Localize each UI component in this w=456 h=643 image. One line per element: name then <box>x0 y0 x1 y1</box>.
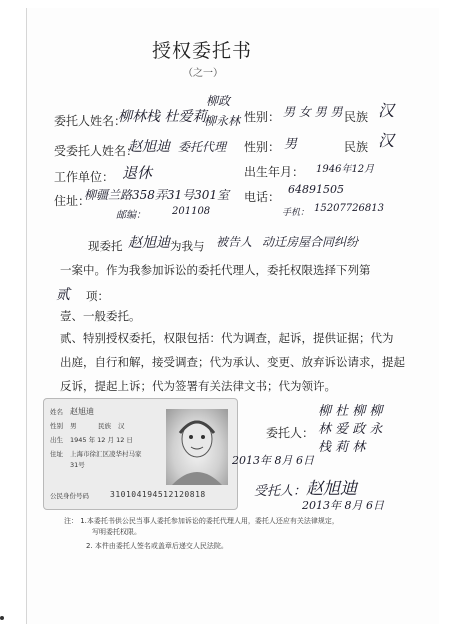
work-label: 工作单位： <box>54 170 115 184</box>
agent-name-handwritten: 赵旭迪 <box>128 139 170 155</box>
birth-label: 出生年月： <box>244 165 305 179</box>
choice-handwritten: 贰 <box>56 287 70 303</box>
address-handwritten: 柳疆兰路358弄31号301室 <box>84 188 230 202</box>
mobile-label-handwritten: 手机： <box>282 208 310 218</box>
phone-label: 电话： <box>244 190 281 204</box>
id-address: 上海市徐汇区凌华村马家 <box>70 450 142 458</box>
principal-names-2-handwritten: 柳永林 <box>204 114 241 128</box>
work-handwritten: 退休 <box>122 164 153 182</box>
agent-gender-handwritten: 男 <box>284 137 298 152</box>
agent-gender-label: 性别： <box>244 140 281 154</box>
principal-names-top-handwritten: 柳政 <box>206 94 231 108</box>
principal-signatures-1: 柳 杜 柳 柳 <box>318 404 383 419</box>
principal-signatures-3: 栈 莉 林 <box>318 440 366 455</box>
principal-ethnicity-handwritten: 汉 <box>378 101 395 120</box>
postcode-handwritten: 201108 <box>172 206 211 217</box>
document-title: 授权委托书 <box>152 40 253 62</box>
principal-gender-label: 性别： <box>244 110 281 124</box>
id-gender-label: 性别 <box>50 422 63 430</box>
phone-handwritten: 64891505 <box>288 183 344 196</box>
agent-ethnicity-handwritten: 汉 <box>378 131 395 150</box>
para-entrust-a: 现委托 <box>88 239 123 253</box>
id-number-label: 公民身份号码 <box>50 492 89 500</box>
id-address-2: 31号 <box>70 461 85 469</box>
portrait-image <box>166 409 228 485</box>
principal-sign-label: 委托人： <box>266 426 315 440</box>
agent-ethnicity-label: 民族 <box>344 140 369 154</box>
para-line-5: 贰、特别授权委托，权限包括：代为调查，起诉，提供证据；代为 <box>60 331 394 345</box>
id-photo <box>166 409 228 485</box>
id-birth: 1945 年 12 月 12 日 <box>70 436 133 444</box>
id-card <box>43 398 238 510</box>
para-entrust-b: 为我与 <box>170 239 205 253</box>
id-address-label: 住址 <box>50 450 63 458</box>
sign-date-1: 2013年 8月 6日 <box>232 454 314 467</box>
principal-signatures-2: 林 爱 政 永 <box>318 422 383 437</box>
note-1b: 写明委托权限。 <box>92 528 141 536</box>
case-handwritten: 动迁房屋合同纠纷 <box>262 235 359 249</box>
document-subtitle: （之一） <box>183 68 223 79</box>
agent-label: 受委托人姓名： <box>54 144 139 158</box>
scan-mark <box>0 616 4 620</box>
id-name: 赵旭迪 <box>70 407 94 416</box>
agent-sign-label: 受托人： <box>254 484 307 499</box>
address-label: 住址： <box>54 194 91 208</box>
id-ethnic-label: 民族 <box>98 422 111 430</box>
mobile-handwritten: 15207726813 <box>314 203 384 214</box>
opponent-handwritten: 被告人 <box>216 235 253 249</box>
principal-ethnicity-label: 民族 <box>344 110 369 124</box>
note-2: 2. 本件由委托人签名或盖章后递交人民法院。 <box>86 542 228 550</box>
id-number: 310104194512120818 <box>110 490 206 499</box>
id-gender: 男 <box>70 422 77 430</box>
para-line-6: 出庭，自行和解，接受调查；代为承认、变更、放弃诉讼请求，提起 <box>60 355 405 369</box>
principal-label: 委托人姓名： <box>54 114 127 128</box>
id-ethnic: 汉 <box>118 422 125 430</box>
para-line-3: 项： <box>86 289 109 303</box>
sign-date-2: 2013年 8月 6日 <box>302 499 384 512</box>
birth-handwritten: 1946年12月 <box>316 164 375 175</box>
id-name-label: 姓名 <box>50 408 63 416</box>
principal-gender-handwritten: 男 女 男 男 <box>283 105 343 119</box>
principal-names-handwritten: 柳林栈 杜爱莉 <box>118 109 207 125</box>
entrust-name-handwritten: 赵旭迪 <box>128 235 170 251</box>
agent-role-handwritten: 委托代理 <box>178 140 227 154</box>
para-line-7: 反诉，提起上诉；代为签署有关法律文书；代为领许。 <box>60 379 336 393</box>
para-line-4: 壹、一般委托。 <box>60 309 141 323</box>
note-1: 注： 1.本委托书供公民当事人委托参加诉讼的委托代理人用，委托人还应有关法律规定， <box>64 517 339 525</box>
para-line-2: 一案中。作为我参加诉讼的委托代理人，委托权限选择下列第 <box>60 263 371 277</box>
postcode-label-handwritten: 邮编： <box>116 210 146 221</box>
agent-signature: 赵旭迪 <box>306 479 357 499</box>
id-birth-label: 出生 <box>50 436 63 444</box>
